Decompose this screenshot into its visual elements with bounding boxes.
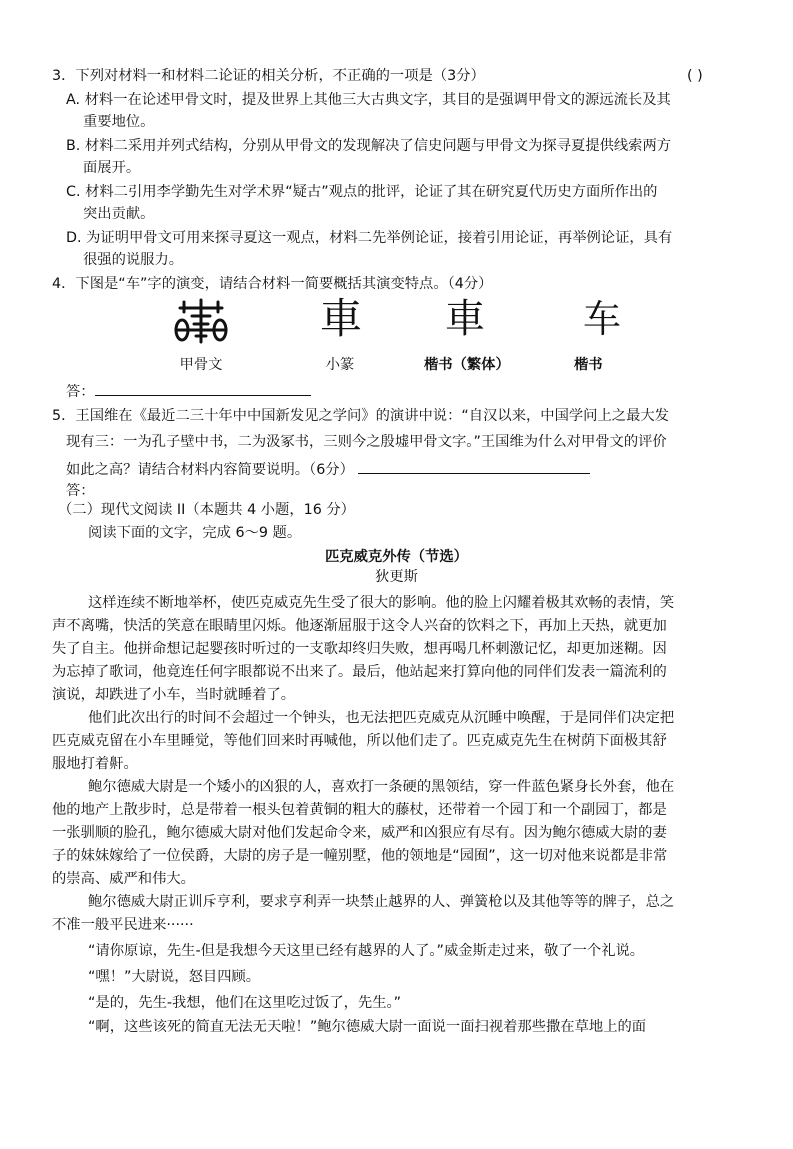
passage-line: 演说，却跌进了小车，当时就睡着了。	[52, 687, 296, 703]
section-heading: （二）现代文阅读 II（本题共 4 小题，16 分）	[58, 502, 355, 518]
passage-line: 这样连续不断地举杯，使匹克威克先生受了很大的影响。他的脸上闪耀着极其欢畅的表情，笑	[88, 595, 675, 611]
oracle-bone-che-glyph	[172, 298, 230, 344]
passage-line: 鲍尔德威大尉正训斥亨利，要求亨利弄一块禁止越界的人、弹簧枪以及其他等等的牌子，总之	[88, 894, 675, 910]
passage-line: 匹克威克留在小车里睡觉，等他们回来时再喊他，所以他们走了。匹克威克先生在树荫下面极其舒	[52, 733, 667, 749]
passage-author: 狄更斯	[375, 569, 418, 585]
question-5-line3-text: 如此之高？请结合材料内容简要说明。（6分）	[66, 462, 354, 478]
passage-line: 子的妹妹嫁给了一位侯爵，大尉的房子是一幢别墅，他的领地是“园囿”，这一切对他来说都是非常	[52, 848, 668, 864]
passage-line: 一张驯顺的脸孔，鲍尔德威大尉对他们发起命令来，威严和凶狠应有尽有。因为鲍尔德威大尉的妻	[52, 825, 667, 841]
option-c-line2: 突出贡献。	[83, 206, 155, 222]
traditional-che-glyph: 車	[445, 296, 485, 342]
dialogue-line: “请你原谅，先生-但是我想今天这里已经有越界的人了。”威金斯走过来，敬了一个礼说。	[88, 943, 645, 959]
question-5-line1: 5．王国维在《最近二三十年中中国新发见之学问》的演讲中说：“自汉以来，中国学问上之最大发	[52, 408, 669, 424]
form-label-traditional: 楷书（繁体）	[424, 357, 510, 373]
option-c-line1: C. 材料二引用李学勤先生对学术界“疑古”观点的批评，论证了其在研究夏代历史方面所作出的	[66, 184, 658, 200]
simplified-che-glyph: 车	[582, 297, 621, 341]
passage-line: 失了自主。他拼命想记起婴孩时听过的一支歌却终归失败，想再喝几杯刺激记忆，却更加迷糊。因	[52, 641, 667, 657]
section-instruction: 阅读下面的文字，完成 6～9 题。	[88, 525, 302, 541]
passage-line: 他的地产上散步时，总是带着一根头包着黄铜的粗大的藤杖，还带着一个园丁和一个副园丁，都是	[52, 802, 667, 818]
answer-label: 答：	[66, 384, 95, 400]
passage-line: 声不离嘴，快活的笑意在眼睛里闪烁。他逐渐屈服于这令人兴奋的饮料之下，再加上天热，就更加	[52, 618, 667, 634]
passage-line: 的崇高、威严和伟大。	[52, 871, 195, 887]
option-d-line2: 很强的说服力。	[83, 252, 184, 268]
answer-blank[interactable]	[95, 380, 311, 396]
form-label-simplified: 楷书	[574, 357, 603, 373]
passage-line: 服地打着鼾。	[52, 756, 138, 772]
option-b-line1: B. 材料二采用并列式结构，分别从甲骨文的发现解决了信史问题与甲骨文为探寻夏提供线索两方	[66, 138, 672, 154]
dialogue-line: “啊，这些该死的简直无法无天啦！”鲍尔德威大尉一面说一面扫视着那些撒在草地上的面	[88, 1019, 647, 1035]
question-4-stem: 4．下图是“车”字的演变，请结合材料一简要概括其演变特点。（4分）	[52, 276, 493, 292]
question-5-line2: 现有三：一为孔子壁中书，二为汲冢书，三则今之殷墟甲骨文字。”王国维为什么对甲骨文的评价	[66, 434, 667, 450]
option-a-line1: A. 材料一在论述甲骨文时，提及世界上其他三大古典文字，其目的是强调甲骨文的源远流长及其	[66, 92, 671, 108]
passage-line: 鲍尔德威大尉是一个矮小的凶狠的人，喜欢打一条硬的黑领结，穿一件蓝色紧身长外套，他在	[88, 779, 675, 795]
option-b-line2: 面展开。	[83, 160, 141, 176]
form-label-oracle: 甲骨文	[179, 357, 223, 373]
passage-line: 不准一般平民进来······	[52, 917, 194, 933]
answer-line-q4[interactable]	[66, 380, 311, 402]
form-label-small-seal: 小篆	[325, 357, 355, 373]
option-a-line2: 重要地位。	[83, 114, 155, 130]
small-seal-che-glyph: 車	[319, 294, 362, 343]
passage-line: 为忘掉了歌词，他竟连任何字眼都说不出来了。最后，他站起来打算向他的同伴们发表一篇流利的	[52, 664, 667, 680]
dialogue-line: “嘿！”大尉说，怒目四顾。	[88, 969, 261, 985]
passage-title: 匹克威克外传（节选）	[325, 549, 468, 565]
answer-bracket: ( )	[687, 68, 703, 84]
answer-blank[interactable]	[358, 458, 590, 474]
option-d-line1: D. 为证明甲骨文可用来探寻夏这一观点，材料二先举例论证，接着引用论证，再举例论证，具有	[66, 230, 673, 246]
answer-label-q5: 答：	[66, 483, 95, 499]
dialogue-line: “是的，先生-我想，他们在这里吃过饭了，先生。”	[88, 995, 402, 1011]
question-3-stem: 3．下列对材料一和材料二论证的相关分析，不正确的一项是（3分）	[52, 68, 485, 84]
passage-line: 他们此次出行的时间不会超过一个钟头，也无法把匹克威克从沉睡中唤醒，于是同伴们决定把	[88, 710, 675, 726]
question-5-line3	[66, 458, 590, 480]
